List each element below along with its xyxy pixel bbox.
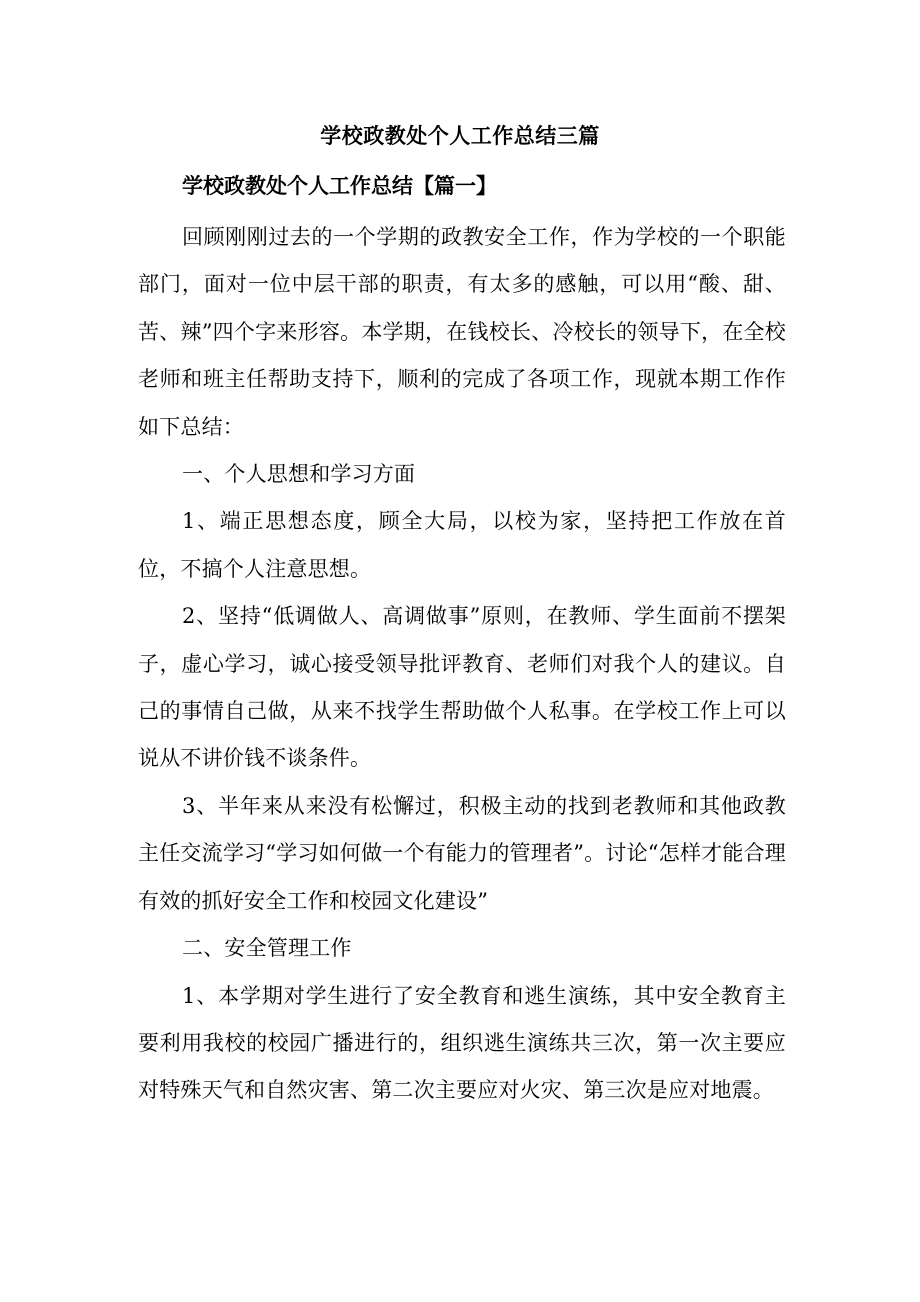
paragraph-intro: 回顾刚刚过去的一个学期的政教安全工作，作为学校的一个职能部门，面对一位中层干部的职责，有太多的感触，可以用“酸、甜、苦、辣”四个字来形容。本学期，在钱校长、冷校长的领导下，在全校老师和班主任帮助支持下，顺利的完成了各项工作，现就本期工作作如下总结： (138, 225, 786, 439)
document-title: 学校政教处个人工作总结三篇 (320, 123, 600, 148)
paragraph-item-1-3: 3、半年来从来没有松懈过，积极主动的找到老教师和其他政教主任交流学习“学习如何做一个有能力的管理者”。讨论“怎样才能合理有效的抓好安全工作和校园文化建设” (138, 793, 786, 913)
paragraph-item-1-1: 1、端正思想态度，顾全大局，以校为家，坚持把工作放在首位，不搞个人注意思想。 (138, 509, 786, 581)
section-heading: 学校政教处个人工作总结【篇一】 (182, 173, 497, 198)
document-body (138, 214, 786, 1115)
paragraph-item-1-2: 2、坚持“低调做人、高调做事”原则，在教师、学生面前不摆架子，虚心学习，诚心接受领导批评教育、老师们对我个人的建议。自己的事情自己做，从来不找学生帮助做个人私事。在学校工作上可以说从不讲价钱不谈条件。 (138, 604, 786, 771)
paragraph-heading-1: 一、个人思想和学习方面 (182, 462, 416, 487)
paragraph-item-2-1: 1、本学期对学生进行了安全教育和逃生演练，其中安全教育主要利用我校的校园广播进行的，组织逃生演练共三次，第一次主要应对特殊天气和自然灾害、第二次主要应对火灾、第三次是应对地震。 (138, 983, 786, 1103)
paragraph-heading-2: 二、安全管理工作 (182, 936, 352, 961)
